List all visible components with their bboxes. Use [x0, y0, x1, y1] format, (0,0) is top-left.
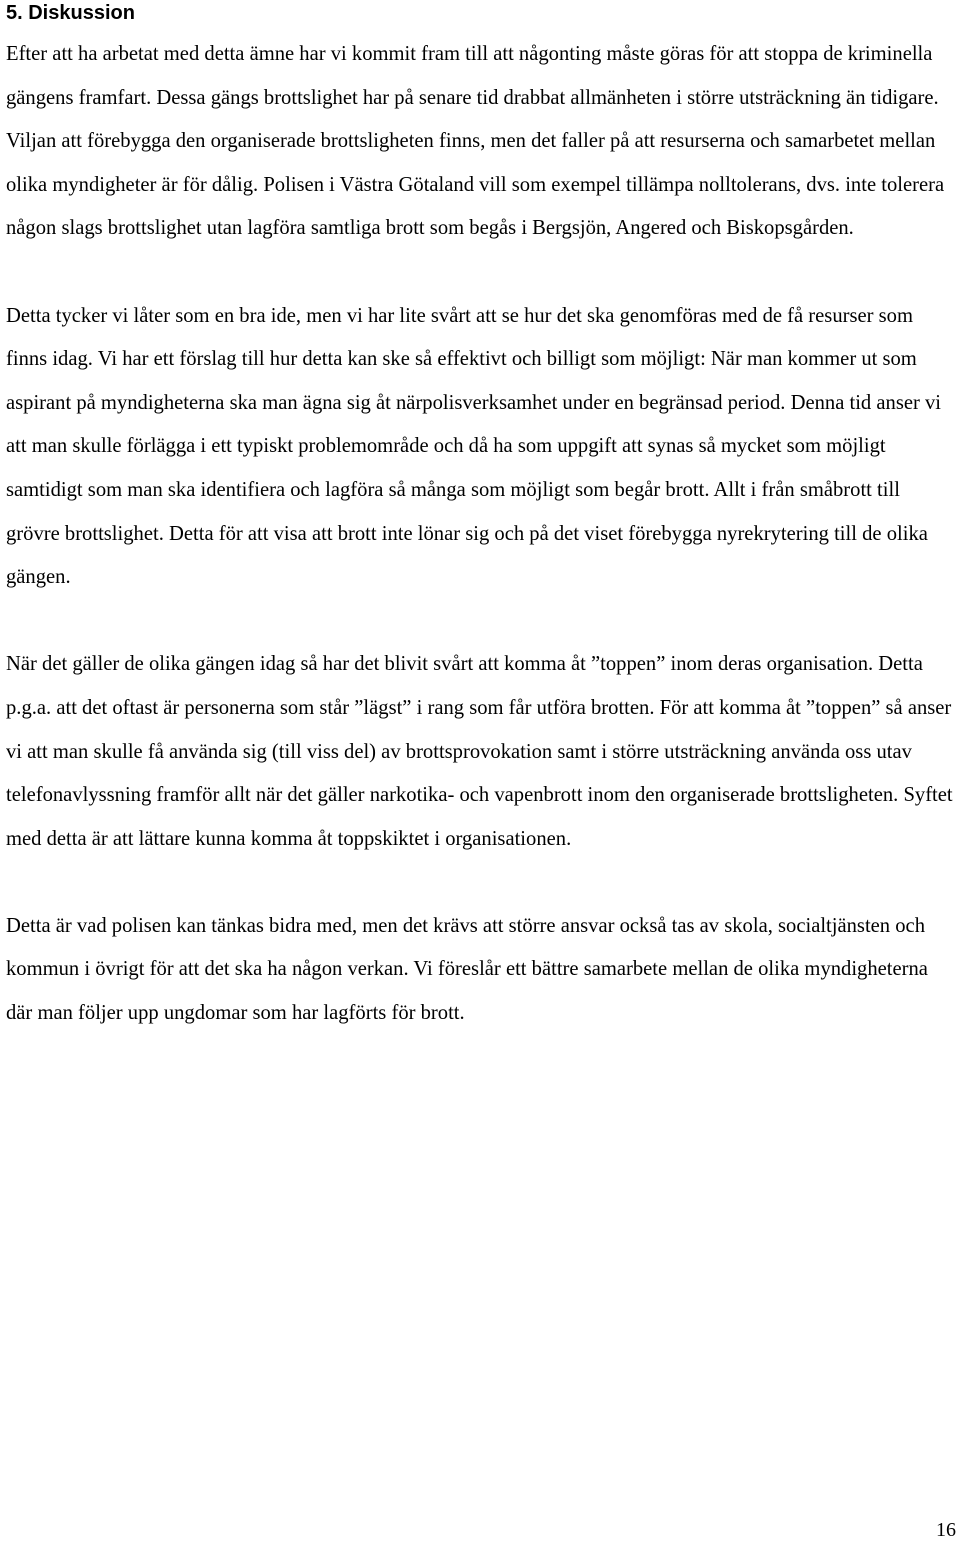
paragraph-3: När det gäller de olika gängen idag så har det blivit svårt att komma åt ”toppen” inom deras organisation. Detta p.g.a. att det oftast är personerna som står ”lägst” i rang som får utföra brotten. För att komma åt ”toppen” så anser vi att man skulle få använda sig (till viss del) av brottsprovokation samt i större utsträckning använda oss utav telefonavlyssning framför allt när det gäller narkotika- och vapenbrott inom den organiserade brottsligheten. Syftet med detta är att lättare kunna komma åt toppskiktet i organisationen.	[6, 653, 953, 850]
document-page	[6, 0, 956, 1036]
paragraph-2: Detta tycker vi låter som en bra ide, men vi har lite svårt att se hur det ska genomföras med de få resurser som finns idag. Vi har ett förslag till hur detta kan ske så effektivt och billigt som möjligt: När man kommer ut som aspirant på myndigheterna ska man ägna sig åt närpolisverksamhet under en begränsad period. Denna tid anser vi att man skulle förlägga i ett typiskt problemområde och då ha som uppgift att synas så mycket som möjligt samtidigt som man ska identifiera och lagföra så många som möjligt som begår brott. Allt i från småbrott till grövre brottslighet. Detta för att visa att brott inte lönar sig och på det viset förebygga nyrekrytering till de olika gängen.	[6, 304, 941, 589]
page-number: 16	[936, 1519, 956, 1541]
paragraph-4: Detta är vad polisen kan tänkas bidra med, men det krävs att större ansvar också tas av skola, socialtjänsten och kommun i övrigt för att det ska ha någon verkan. Vi föreslår ett bättre samarbete mellan de olika myndigheterna där man följer upp ungdomar som har lagförts för brott.	[6, 914, 928, 1025]
paragraph-1: Efter att ha arbetat med detta ämne har vi kommit fram till att någonting måste göras för att stoppa de kriminella gängens framfart. Dessa gängs brottslighet har på senare tid drabbat allmänheten i större utsträckning än tidigare. Viljan att förebygga den organiserade brottsligheten finns, men det faller på att resurserna och samarbetet mellan olika myndigheter är för dålig. Polisen i Västra Götaland vill som exempel tillämpa nolltolerans, dvs. inte tolerera någon slags brottslighet utan lagföra samtliga brott som begås i Bergsjön, Angered och Biskopsgården.	[6, 43, 945, 240]
section-heading: 5. Diskussion	[6, 2, 135, 24]
